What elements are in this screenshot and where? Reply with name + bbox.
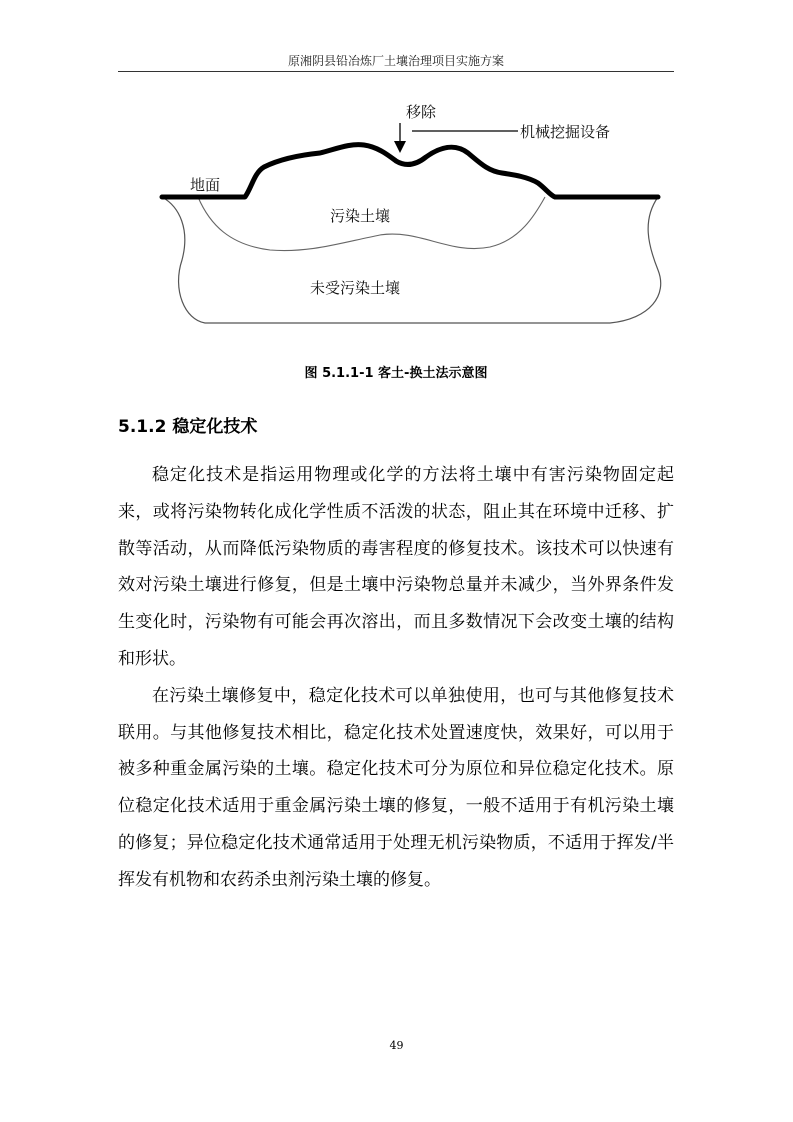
- header-rule: [118, 71, 674, 72]
- paragraph-2: 在污染土壤修复中，稳定化技术可以单独使用，也可与其他修复技术联用。与其他修复技术相比，稳定化技术处置速度快，效果好，可以用于被多种重金属污染的土壤。稳定化技术可分为原位和异位稳定化技术。原位稳定化技术适用于重金属污染土壤的修复，一般不适用于有机污染土壤的修复；异位稳定化技术通常适用于处理无机污染物质，不适用于挥发/半挥发有机物和农药杀虫剂污染土壤的修复。: [118, 685, 674, 890]
- body-text: [118, 457, 674, 899]
- contaminated-soil-label: 污染土壤: [330, 207, 391, 225]
- page-number: 49: [389, 1039, 404, 1052]
- figure-caption: 图 5.1.1-1 客土-换土法示意图: [304, 366, 488, 381]
- remove-label: 移除: [406, 103, 437, 121]
- running-header: 原湘阴县铅冶炼厂土壤治理项目实施方案: [287, 54, 504, 68]
- uncontaminated-soil-label: 未受污染土壤: [310, 279, 401, 297]
- equipment-label: 机械挖掘设备: [520, 123, 611, 141]
- excavation-diagram: [150, 95, 670, 335]
- ground-surface: [162, 145, 658, 197]
- pit-boundary: [162, 197, 661, 323]
- arrow-head: [394, 141, 406, 153]
- section-heading: 5.1.2 稳定化技术: [118, 417, 258, 437]
- paragraph-1: 稳定化技术是指运用物理或化学的方法将土壤中有害污染物固定起来，或将污染物转化成化学性质不活泼的状态，阻止其在环境中迁移、扩散等活动，从而降低污染物质的毒害程度的修复技术。该技术可以快速有效对污染土壤进行修复，但是土壤中污染物总量并未减少，当外界条件发生变化时，污染物有可能会再次溶出，而且多数情况下会改变土壤的结构和形状。: [118, 465, 674, 669]
- ground-label: 地面: [190, 176, 221, 194]
